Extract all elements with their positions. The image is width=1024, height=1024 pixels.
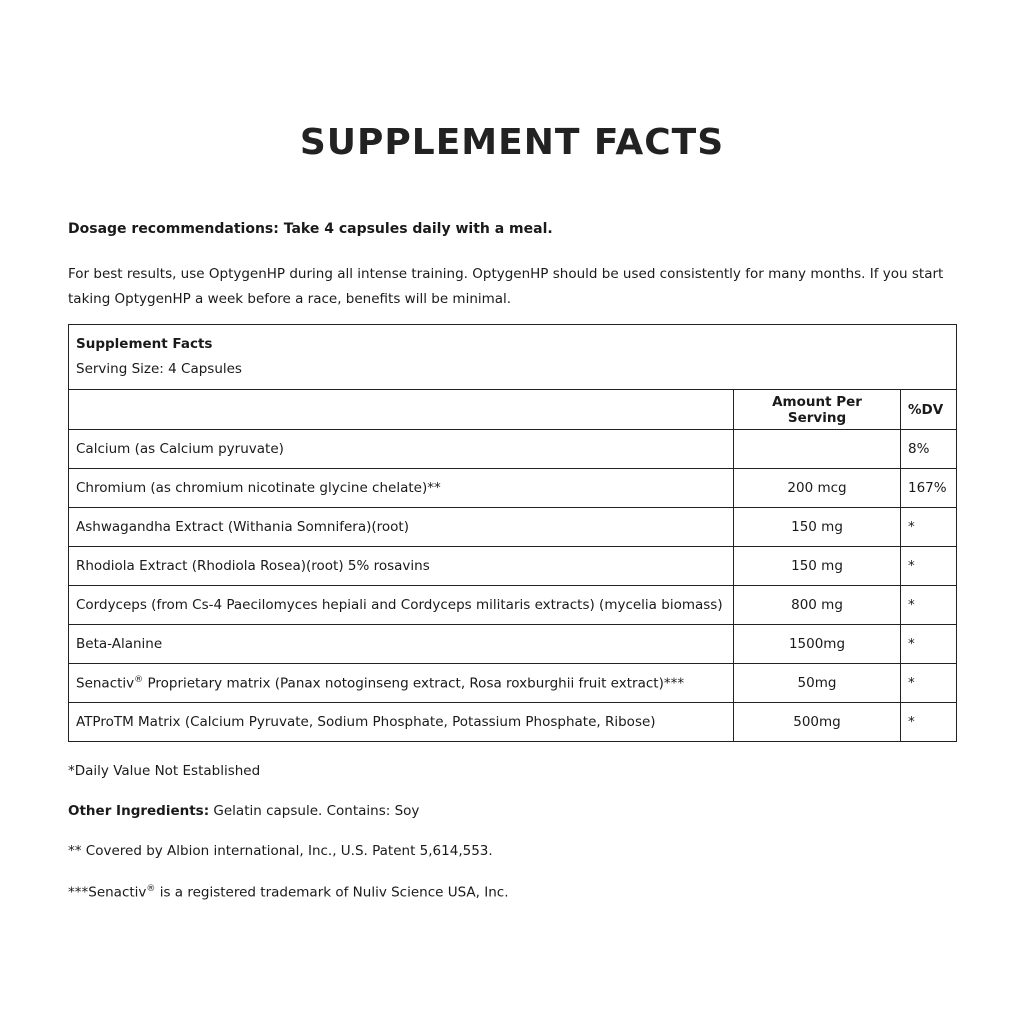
other-ingredients — [68, 803, 419, 819]
table-row — [69, 430, 957, 469]
table-row — [69, 664, 957, 703]
other-ingredients-text: Gelatin capsule. Contains: Soy — [209, 803, 420, 819]
ingredient-dv: * — [901, 586, 957, 625]
ingredient-amount: 800 mg — [734, 586, 901, 625]
ingredient-name: Cordyceps (from Cs-4 Paecilomyces hepiali and Cordyceps militaris extracts) (mycelia biomass) — [69, 586, 734, 625]
table-row — [69, 547, 957, 586]
table-heading: Supplement Facts — [76, 336, 213, 352]
ingredient-amount: 200 mcg — [734, 469, 901, 508]
ingredient-name — [69, 664, 734, 703]
daily-value-note: *Daily Value Not Established — [68, 763, 261, 779]
page-title: SUPPLEMENT FACTS — [299, 122, 725, 163]
dosage-recommendation: Dosage recommendations: Take 4 capsules daily with a meal. — [68, 221, 553, 237]
registered-mark: ® — [134, 674, 144, 685]
table-row — [69, 703, 957, 742]
ingredient-amount: 500mg — [734, 703, 901, 742]
ingredient-name: Beta-Alanine — [69, 625, 734, 664]
column-header-dv: %DV — [901, 390, 957, 430]
ingredient-name: Calcium (as Calcium pyruvate) — [69, 430, 734, 469]
senactiv-trademark-note — [68, 884, 509, 901]
table-heading-cell — [69, 325, 957, 390]
table-row — [69, 508, 957, 547]
ingredient-amount: 50mg — [734, 664, 901, 703]
column-header-name — [69, 390, 734, 430]
table-heading-row — [69, 325, 957, 390]
senactiv-note-suffix: is a registered trademark of Nuliv Science USA, Inc. — [155, 884, 509, 901]
ingredient-name-prefix: Senactiv — [76, 675, 135, 692]
ingredient-dv: * — [901, 508, 957, 547]
ingredient-dv: * — [901, 547, 957, 586]
table-row — [69, 469, 957, 508]
ingredient-dv: * — [901, 664, 957, 703]
supplement-facts-table — [68, 324, 957, 742]
ingredient-name: ATProTM Matrix (Calcium Pyruvate, Sodium Phosphate, Potassium Phosphate, Ribose) — [69, 703, 734, 742]
serving-size: Serving Size: 4 Capsules — [76, 361, 242, 377]
ingredient-name-suffix: Proprietary matrix (Panax notoginseng extract, Rosa roxburghii fruit extract)*** — [143, 675, 685, 692]
column-header-amount: Amount Per Serving — [734, 390, 901, 430]
ingredient-amount: 150 mg — [734, 547, 901, 586]
ingredient-name: Chromium (as chromium nicotinate glycine chelate)** — [69, 469, 734, 508]
ingredient-dv: * — [901, 625, 957, 664]
other-ingredients-label: Other Ingredients: — [68, 803, 210, 819]
table-row — [69, 625, 957, 664]
ingredient-amount: 150 mg — [734, 508, 901, 547]
intro-paragraph: For best results, use OptygenHP during all intense training. OptygenHP should be used consistently for many months. If you start taking OptygenHP a week before a race, benefits will be minimal. — [68, 266, 944, 307]
ingredient-amount: 1500mg — [734, 625, 901, 664]
ingredient-dv: * — [901, 703, 957, 742]
senactiv-note-prefix: ***Senactiv — [68, 884, 147, 901]
registered-mark: ® — [146, 884, 156, 894]
ingredient-amount — [734, 430, 901, 469]
ingredient-name: Rhodiola Extract (Rhodiola Rosea)(root) 5% rosavins — [69, 547, 734, 586]
table-row — [69, 586, 957, 625]
ingredient-name: Ashwagandha Extract (Withania Somnifera)(root) — [69, 508, 734, 547]
ingredient-dv: 167% — [901, 469, 957, 508]
column-header-row — [69, 390, 957, 430]
albion-patent-note: ** Covered by Albion international, Inc., U.S. Patent 5,614,553. — [68, 843, 493, 859]
ingredient-dv: 8% — [901, 430, 957, 469]
